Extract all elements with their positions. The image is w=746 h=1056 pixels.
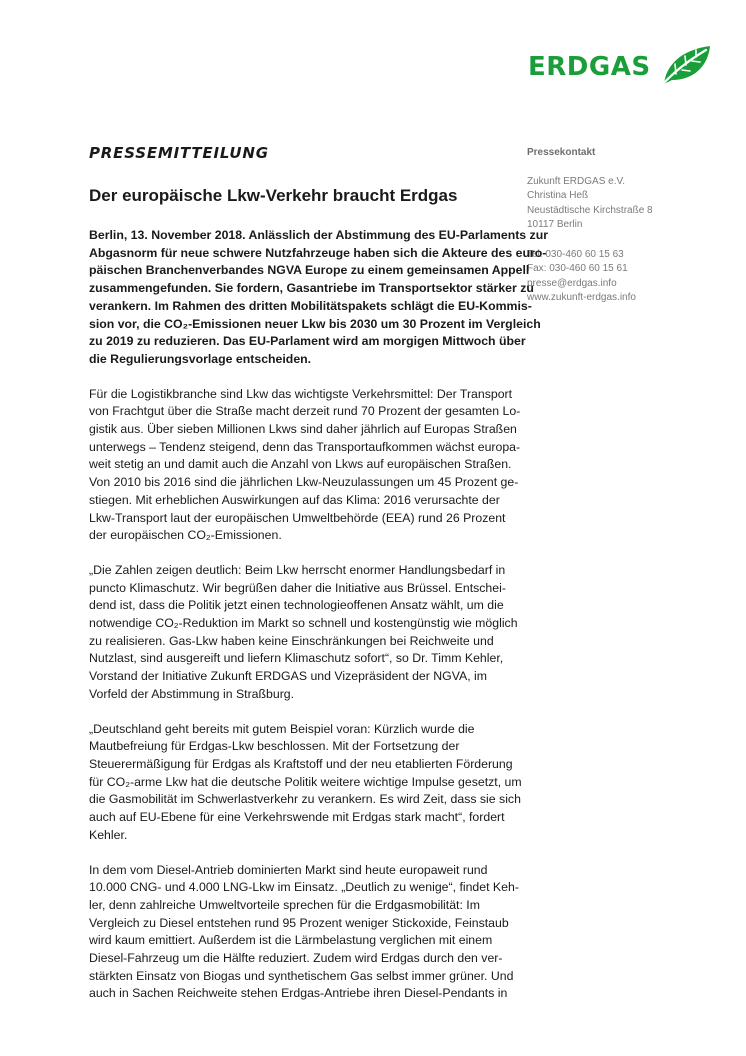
- contact-email[interactable]: presse@erdgas.info: [527, 277, 617, 289]
- text-line: Kehler.: [89, 827, 128, 842]
- document-type: PRESSEMITTEILUNG: [89, 144, 269, 162]
- text-line: Vorfeld der Abstimmung in Straßburg.: [89, 686, 295, 701]
- text-line: Vergleich zu Diesel entstehen rund 95 Prozent weniger Stickoxide, Feinstaub: [89, 915, 509, 930]
- text-line: Nutzlast, sind ausgereift und liefern Klimaschutz sofort“, so Dr. Timm Kehler,: [89, 651, 504, 666]
- contact-street: Neustädtische Kirchstraße 8: [527, 204, 653, 216]
- text-line: dend ist, dass die Politik jetzt einen technologieoffenen Ansatz wählt, um die: [89, 598, 504, 613]
- text-line: Lkw-Transport laut der europäischen Umweltbehörde (EEA) rund 26 Prozent: [89, 510, 506, 525]
- text-line: zu realisieren. Gas-Lkw haben keine Einschränkungen bei Reichweite und: [89, 633, 494, 648]
- text-line: stärkten Einsatz von Biogas und synthetischem Gas selbst immer grüner. Und: [89, 968, 514, 983]
- lead-line: Abgasnorm für neue schwere Nutzfahrzeuge haben sich die Akteure des euro-: [89, 245, 547, 260]
- contact-website[interactable]: www.zukunft-erdgas.info: [527, 292, 636, 304]
- text-line: „Deutschland geht bereits mit gutem Beispiel voran: Kürzlich wurde die: [89, 721, 475, 736]
- paragraph-quote-kehler: [89, 562, 518, 704]
- text-line: der europäischen CO₂-Emissionen.: [89, 528, 282, 543]
- text-line: unterwegs – Tendenz steigend, denn das Transportaufkommen wächst europa-: [89, 439, 521, 454]
- paragraph-logistics: [89, 386, 521, 545]
- lead-line: zusammengefunden. Sie fordern, Gasantriebe im Transportsektor stärker zu: [89, 281, 534, 296]
- text-line: gistik aus. Über sieben Millionen Lkws sind daher jährlich auf Europas Straßen: [89, 422, 517, 437]
- leaf-icon: [658, 44, 712, 86]
- lead-line: päischen Branchenverbandes NGVA Europe zu einem gemeinsamen Appell: [89, 263, 530, 278]
- text-line: Mautbefreiung für Erdgas-Lkw beschlossen. Mit der Fortsetzung der: [89, 739, 460, 754]
- headline: Der europäische Lkw-Verkehr braucht Erdgas: [89, 186, 458, 205]
- lead-line: verankern. Im Rahmen des dritten Mobilitätspakets schlägt die EU-Kommis-: [89, 298, 532, 313]
- text-line: Diesel-Fahrzeug um die Hälfte reduziert. Zudem wird Erdgas durch den ver-: [89, 951, 503, 966]
- lead-line: die Regulierungsvorlage entscheiden.: [89, 351, 312, 366]
- lead-line: sion vor, die CO₂-Emissionen neuer Lkw bis 2030 um 30 Prozent im Vergleich: [89, 316, 541, 331]
- press-contact: [527, 146, 717, 306]
- text-line: ler, denn zahlreiche Umweltvorteile sprechen für die Erdgasmobilität: Im: [89, 897, 480, 912]
- text-line: für CO₂-arme Lkw hat die deutsche Politik weitere wichtige Impulse gesetzt, um: [89, 774, 522, 789]
- text-line: Steuerermäßigung für Erdgas als Kraftstoff und der neu etablierten Förderung: [89, 756, 513, 771]
- brand-logo: [528, 44, 710, 86]
- paragraph-germany: [89, 721, 522, 845]
- text-line: die Gasmobilität im Schwerlastverkehr zu verankern. Es wird Zeit, dass sie sich: [89, 792, 521, 807]
- text-line: In dem vom Diesel-Antrieb dominierten Markt sind heute europaweit rund: [89, 862, 488, 877]
- text-line: weit stetig an und damit auch die Anzahl von Lkws auf europäischen Straßen.: [89, 457, 512, 472]
- text-line: Vorstand der Initiative Zukunft ERDGAS und Vizepräsident der NGVA, im: [89, 669, 488, 684]
- lead-paragraph: [89, 227, 549, 369]
- contact-label: Pressekontakt: [527, 147, 596, 158]
- text-line: auch auf EU-Ebene für eine Verkehrswende mit Erdgas stark macht“, fordert: [89, 810, 505, 825]
- paragraph-market: [89, 862, 519, 1004]
- contact-fax: Fax: 030-460 60 15 61: [527, 263, 628, 275]
- lead-line: Berlin, 13. November 2018. Anlässlich der Abstimmung des EU-Parlaments zur: [89, 228, 549, 242]
- text-line: „Die Zahlen zeigen deutlich: Beim Lkw herrscht enormer Handlungsbedarf in: [89, 562, 506, 577]
- contact-phone: Tel: 030-460 60 15 63: [527, 248, 624, 260]
- contact-person: Christina Heß: [527, 190, 589, 202]
- text-line: stiegen. Mit erheblichen Auswirkungen auf das Klima: 2016 verursachte der: [89, 492, 500, 507]
- lead-line: zu 2019 zu reduzieren. Das EU-Parlament wird am morgigen Mittwoch über: [89, 334, 526, 349]
- text-line: notwendige CO₂-Reduktion im Markt so schnell und kostengünstig wie möglich: [89, 616, 518, 631]
- text-line: von Frachtgut über die Straße macht derzeit rund 70 Prozent der gesamten Lo-: [89, 404, 521, 419]
- text-line: wird kaum emittiert. Außerdem ist die Lärmbelastung verglichen mit einem: [89, 933, 493, 948]
- text-line: Von 2010 bis 2016 sind die jährlichen Lkw-Neuzulassungen um 45 Prozent ge-: [89, 475, 519, 490]
- text-line: 10.000 CNG- und 4.000 LNG-Lkw im Einsatz. „Deutlich zu wenige“, findet Keh-: [89, 880, 519, 895]
- text-line: Für die Logistikbranche sind Lkw das wichtigste Verkehrsmittel: Der Transport: [89, 386, 513, 401]
- press-release-body: [89, 144, 549, 1020]
- text-line: auch in Sachen Reichweite stehen Erdgas-Antriebe ihren Diesel-Pendants in: [89, 986, 508, 1001]
- text-line: puncto Klimaschutz. Wir begrüßen daher die Initiative aus Brüssel. Entschei-: [89, 580, 506, 595]
- contact-organisation: Zukunft ERDGAS e.V.: [527, 175, 626, 187]
- brand-name: ERDGAS: [528, 52, 651, 82]
- contact-city: 10117 Berlin: [527, 219, 583, 231]
